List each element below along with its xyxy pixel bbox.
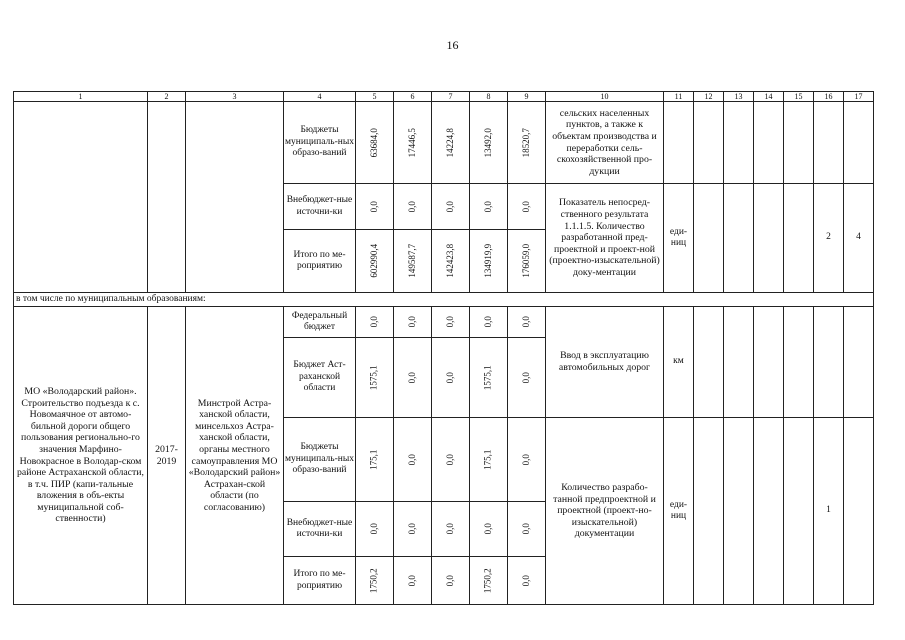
col-header: 6 [394, 92, 432, 102]
funding-source: Внебюджет-ные источни-ки [284, 502, 356, 557]
funding-source: Внебюджет-ные источни-ки [284, 184, 356, 230]
funding-source: Итого по ме-роприятию [284, 230, 356, 293]
col-header: 12 [694, 92, 724, 102]
value-cell: 13492,0 [482, 127, 493, 158]
executors: Минстрой Астра-ханской области, минсельхоз Астра-ханской области, органы местного самоуправления МО «Володарский район» Астрахан-ской области (по согласованию) [186, 307, 284, 605]
value-cell: 1750,2 [368, 568, 379, 593]
table-row [14, 102, 874, 184]
section-label: в том числе по муниципальным образованиям: [14, 293, 874, 307]
col-header: 1 [14, 92, 148, 102]
value-cell: 0,0 [520, 200, 531, 213]
funding-source: Бюджеты муниципаль-ных образо-ваний [284, 418, 356, 502]
value-cell: 0,0 [444, 371, 455, 384]
col-header: 3 [186, 92, 284, 102]
value-cell: 0,0 [406, 523, 417, 535]
value-cell: 14224,8 [444, 127, 455, 158]
value-cell: 0,0 [406, 574, 417, 587]
value-cell: 63684,0 [368, 127, 379, 158]
col-header: 8 [470, 92, 508, 102]
value-cell: 0,0 [520, 523, 531, 535]
funding-source: Бюджеты муниципаль-ных образо-ваний [284, 102, 356, 184]
col-header: 2 [148, 92, 186, 102]
value-cell: 0,0 [406, 371, 417, 384]
value-cell: 0,0 [406, 453, 417, 466]
col-header: 11 [664, 92, 694, 102]
funding-source: Итого по ме-роприятию [284, 557, 356, 605]
indicator-text: Показатель непосред-ственного результата 1.1.1.5. Количество разработанной пред-проектной и проект-ной (проектно-изыскательной) доку-ментации [546, 184, 664, 293]
value-cell: 0,0 [406, 200, 417, 213]
value-cell: 0,0 [520, 316, 531, 328]
value-cell: 0,0 [406, 316, 417, 328]
unit-cell: еди-ниц [664, 418, 694, 605]
section-row [14, 293, 874, 307]
value-col16: 2 [814, 184, 844, 293]
value-cell: 1750,2 [482, 568, 493, 593]
indicator-text: Ввод в эксплуатацию автомобильных дорог [546, 307, 664, 418]
indicator-text: сельских населенных пунктов, а также к объектам производства и переработки сель-скохозяйственной про-дукции [546, 102, 664, 184]
funding-source: Бюджет Аст-раханской области [284, 338, 356, 418]
value-cell: 0,0 [444, 453, 455, 466]
col-header: 4 [284, 92, 356, 102]
value-cell: 149587,7 [406, 244, 417, 278]
value-cell: 0,0 [520, 574, 531, 587]
page-number: 16 [446, 38, 459, 52]
column-header-row [14, 92, 874, 102]
value-cell: 0,0 [368, 523, 379, 535]
value-cell: 176059,0 [520, 244, 531, 278]
measure-name: МО «Володарский район». Строительство подъезда к с. Новомаячное от автомо-бильной дороги общего пользования регионально-го значения Марфино-Новокрасное в Володар-ском районе Астраханской области, в т.ч. ПИР (капи-тальные вложения в объ-екты муниципальной соб-ственности) [14, 307, 148, 605]
value-cell: 0,0 [444, 316, 455, 328]
unit-cell: еди-ниц [664, 184, 694, 293]
value-cell: 175,1 [368, 449, 379, 470]
program-table [13, 91, 874, 605]
table-row [14, 307, 874, 338]
col-header: 7 [432, 92, 470, 102]
value-col16: 1 [814, 418, 844, 605]
col-header: 14 [754, 92, 784, 102]
col-header: 16 [814, 92, 844, 102]
indicator-text: Количество разрабо-танной предпроектной и проектной (проект-но-изыскательной) документации [546, 418, 664, 605]
value-cell: 18520,7 [520, 127, 531, 158]
period: 2017-2019 [148, 307, 186, 605]
value-cell: 1575,1 [482, 365, 493, 390]
col-header: 15 [784, 92, 814, 102]
value-cell: 0,0 [482, 200, 493, 213]
value-col17: 4 [844, 184, 874, 293]
value-cell: 0,0 [482, 316, 493, 328]
value-cell: 602990,4 [368, 244, 379, 278]
funding-source: Федеральный бюджет [284, 307, 356, 338]
value-cell: 17446,5 [406, 127, 417, 158]
col-header: 5 [356, 92, 394, 102]
value-cell: 134919,9 [482, 244, 493, 278]
value-cell: 0,0 [444, 523, 455, 535]
col-header: 10 [546, 92, 664, 102]
value-cell: 175,1 [482, 449, 493, 470]
value-cell: 1575,1 [368, 365, 379, 390]
unit-cell: км [664, 307, 694, 418]
value-cell: 0,0 [444, 574, 455, 587]
value-cell: 0,0 [368, 200, 379, 213]
col-header: 13 [724, 92, 754, 102]
value-cell: 142423,8 [444, 244, 455, 278]
value-cell: 0,0 [444, 200, 455, 213]
value-cell: 0,0 [520, 371, 531, 384]
value-cell: 0,0 [520, 453, 531, 466]
col-header: 17 [844, 92, 874, 102]
col-header: 9 [508, 92, 546, 102]
value-cell: 0,0 [368, 316, 379, 328]
value-cell: 0,0 [482, 523, 493, 535]
